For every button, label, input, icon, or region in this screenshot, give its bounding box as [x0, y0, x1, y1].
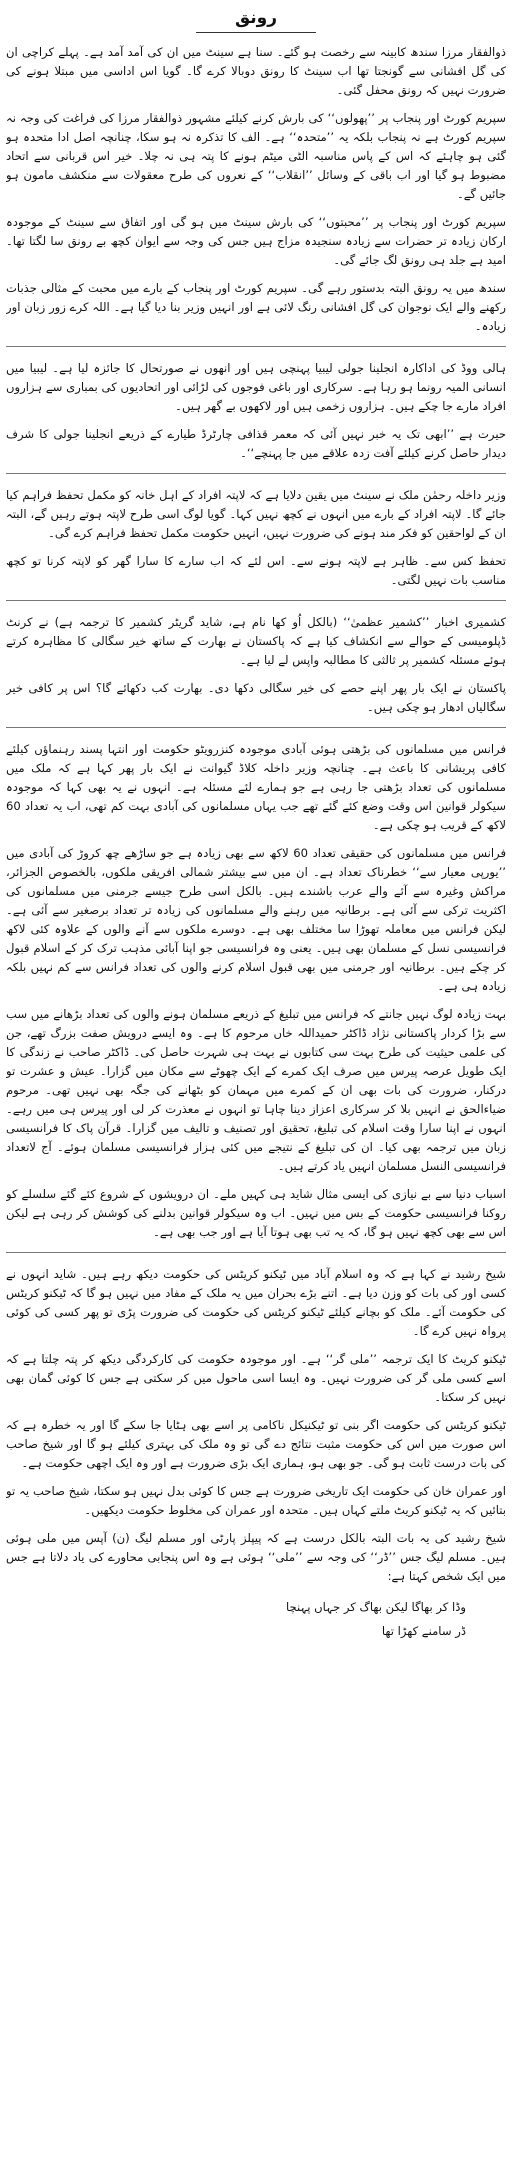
paragraph: کشمیری اخبار ’’کشمیر عظمیٰ‘‘ (بالکل اُو کھا نام ہے، شاید گریٹر کشمیر کا ترجمہ ہے) نے کرنٹ ڈپلومیسی کے حوالے سے انکشاف کیا ہے کہ پاکستان نے بھارت کے ساتھ خیر سگالی کا مظاہرہ کرتے ہوئے مسئلہ کشمیر پر ثالثی کا مطالبہ واپس لے لیا ہے۔ [6, 615, 506, 667]
paragraph: سندھ میں یہ رونق البتہ بدستور رہے گی۔ سپریم کورٹ اور پنجاب کے بارے میں محبت کے مثالی جذبات رکھنے والے ایک نوجوان کی گل افشانی رنگ لائی ہے اور انہیں وزیر بنا دیا گیا ہے۔ اللہ کرے زور زبان اور زیادہ۔ [6, 281, 506, 333]
paragraph: ہالی ووڈ کی اداکارہ انجلینا جولی لیبیا پہنچی ہیں اور انھوں نے صورتحال کا جائزہ لیا ہے۔ لیبیا میں انسانی المیہ رونما ہو رہا ہے۔ سرکاری اور باغی فوجوں کی لڑائی اور اتحادیوں کی بمباری سے ہزاروں افراد مارے جا چکے ہیں۔ ہزاروں زخمی ہیں اور لاکھوں بے گھر ہیں۔ [6, 361, 506, 413]
paragraph: تحفظ کس سے۔ ظاہر ہے لاپتہ ہونے سے۔ اس لئے کہ اب سارے کا سارا گھر کو لاپتہ کرنا تو کچھ مناسب بات نہیں لگتی۔ [6, 554, 506, 587]
title-underline [196, 32, 316, 33]
paragraph: بہت زیادہ لوگ نہیں جانتے کہ فرانس میں تبلیغ کے ذریعے مسلمان ہونے والوں کی تعداد بڑھانے میں سب سے بڑا کردار پاکستانی نژاد ڈاکٹر حمیداللہ خاں مرحوم کا ہے۔ وہ ایسے درویش صفت بزرگ تھے، جن کی علمی حیثیت کی طرح بہت سی کتابوں نے بہت ہی شہرت حاصل کی۔ ڈاکٹر صاحب نے زندگی کا ایک طویل عرصہ پیرس میں صرف ایک کمرے کے ایک چھوٹے سے مکان میں گزارا۔ عیش و عشرت تو درکنار، ضرورت کی بات بھی ان کے کمرے میں مہمان کو بٹھانے کی جگہ بھی نہیں تھی۔ مرحوم ضیاءالحق نے انہیں بلا کر سرکاری اعزاز دینا چاہا تو انہوں نے معذرت کر لی اور پیرس ہی میں رہے۔ انہوں نے اپنا سارا وقت اسلام کی تبلیغ، تحقیق اور تصنیف و تالیف میں گزارا۔ قرآن پاک کا فرانسیسی زبان میں ترجمہ بھی کیا۔ ان کی تبلیغ کے نتیجے میں کئی ہزار فرانسیسی مسلمان ہوئے۔ آج لاتعداد فرانسیسی النسل مسلمان انہیں یاد کرتے ہیں۔ [6, 1007, 506, 1173]
paragraph: اور عمران خان کی حکومت ایک تاریخی ضرورت ہے جس کا کوئی بدل نہیں ہو سکتا، شیخ صاحب یہ تو بتائیں کہ یہ ٹیکنو کریٹ ملتے کہاں ہیں۔ متحدہ اور عمران کی مخلوط حکومت دیکھیں۔ [6, 1484, 506, 1517]
section-divider [6, 600, 506, 601]
paragraph: ذوالفقار مرزا سندھ کابینہ سے رخصت ہو گئے۔ سنا ہے سینٹ میں ان کی آمد آمد ہے۔ پہلے کراچی ان کی گل افشانی سے گونجتا تھا اب سینٹ کا رونق دوبالا کرے گا۔ گویا اس اداسی میں مبتلا ہونے کی ضرورت نہیں کہ رونق محفل گئی۔ [6, 45, 506, 97]
paragraph: سپریم کورٹ اور پنجاب پر ’’پھولوں‘‘ کی بارش کرنے کیلئے مشہور ذوالفقار مرزا کی فراغت کی وجہ نہ سپریم کورٹ ہے نہ پنجاب بلکہ یہ ’’متحدہ‘‘ ہے۔ الف کا تذکرہ نہ ہو سکا، چنانچہ اصل ادا متحدہ ہو گئی ہو چاہئے کہ اس کے پاس مناسبہ الٹی میٹم ہونے کا پتہ ہی نہ چلا۔ خیر اس قربانی سے اتحاد مضبوط ہو گیا اور اب باقی کے وسائل ’’انقلاب‘‘ کے نعروں کی طرح معقولات سے منکشف مامون ہو جائیں گے۔ [6, 111, 506, 201]
section-angelina-jolie [6, 359, 506, 463]
section-divider [6, 473, 506, 474]
section-kashmir [6, 613, 506, 717]
section-sheikh-rasheed [6, 1265, 506, 1586]
paragraph: اسباب دنیا سے بے نیازی کی ایسی مثال شاید ہی کہیں ملے۔ ان درویشوں کے شروع کئے گئے سلسلے کو روکنا فرانسیسی حکومت کے بس میں نہیں۔ اب وہ سیکولر قوانین بدلنے کی کوشش کر رہی ہے لیکن اس سے بھی کچھ نہیں ہو گا، کہ یہ تب بھی ہوتا آیا ہے اور جب بھی ہے۔ [6, 1187, 506, 1239]
section-france-muslims [6, 740, 506, 1242]
page-title: رونق [234, 8, 278, 28]
paragraph: ٹیکنو کریٹ کا ایک ترجمہ ’’ملی گر‘‘ ہے۔ اور موجودہ حکومت کی کارکردگی دیکھ کر پتہ چلتا ہے کہ اسے کسی ملی گر کی ضرورت نہیں۔ وہ ایسا اسی ماحول میں کر سکتی ہے جس کا کوئی گمان بھی نہیں کر سکتا۔ [6, 1352, 506, 1404]
paragraph: فرانس میں مسلمانوں کی حقیقی تعداد 60 لاکھ سے بھی زیادہ ہے جو ساڑھے چھ کروڑ کی آبادی میں ’’یورپی معیار سے‘‘ خطرناک تعداد ہے۔ ان میں سے بیشتر شمالی افریقی ملکوں، بالخصوص الجزائر، مراکش وغیرہ سے آئے والے عرب باشندے ہیں۔ بالکل اسی طرح جیسے جرمنی میں مسلمانوں کی اکثریت ترکی سے آئی ہے۔ برطانیہ میں رہنے والے مسلمانوں کی زیادہ تر تعداد برصغیر سے آئی ہے۔ لیکن فرانس میں معاملہ تھوڑا سا مختلف بھی ہے۔ دوسرے ملکوں سے آنے والوں کے علاوہ کئی لاکھ فرانسیسی نسل کے مسلمان بھی ہیں۔ یعنی وہ فرانسیسی جو اپنا آبائی مذہب ترک کر کے اسلام قبول کر چکے ہیں۔ برطانیہ اور جرمنی میں بھی قبول اسلام کرنے والوں کی تعداد فرانس سے کم نہیں بلکہ زیادہ ہی ہے۔ [6, 846, 506, 993]
section-divider [6, 346, 506, 347]
paragraph: وزیر داخلہ رحمٰن ملک نے سینٹ میں یقین دلایا ہے کہ لاپتہ افراد کے اہل خانہ کو مکمل تحفظ فراہم کیا جائے گا۔ لاپتہ افراد کے بارے میں انہوں نے کچھ نہیں کہا۔ گویا لوگ اسی طرح لاپتہ ہوتے رہیں گے، البتہ ان کے لواحقین کو فکر مند ہونے کی ضرورت نہیں، انہیں حکومت مکمل تحفظ فراہم کرے گی۔ [6, 488, 506, 540]
section-zulfiqar-mirza [6, 43, 506, 336]
column-body [6, 43, 506, 1643]
verse-block [6, 1595, 506, 1643]
verse-line: وڈا کر بھاگا لیکن بھاگ کر جہاں پہنچا [285, 1600, 466, 1614]
paragraph: شیخ رشید کی یہ بات البتہ بالکل درست ہے کہ پیپلز پارٹی اور مسلم لیگ (ن) آپس میں ملی ہوئی ہیں۔ مسلم لیگ جس ’’ڈر‘‘ کی وجہ سے ’’ملی‘‘ ہوئی ہے وہ اس پنجابی محاورے کی یاد دلاتا ہے جس میں ایک شخص کہتا ہے: [6, 1531, 506, 1583]
paragraph: ٹیکنو کریٹس کی حکومت اگر بنی تو ٹیکنیکل ناکامی پر اسے بھی ہٹایا جا سکے گا اور یہ خطرہ ہے کہ اس صورت میں اس کی حکومت مثبت نتائج دے گی تو وہ ملک کی بہتری کیلئے ہو گا اور شیخ صاحب کی بات درست ثابت ہو گی۔ جو بھی ہو، ہماری ایک بڑی ضرورت ہے اور وہ ایک اچھی حکومت ہے۔ [6, 1418, 506, 1470]
section-divider [6, 727, 506, 728]
verse-line: ڈر سامنے کھڑا تھا [381, 1624, 466, 1638]
paragraph: شیخ رشید نے کہا ہے کہ وہ اسلام آباد میں ٹیکنو کریٹس کی حکومت دیکھ رہے ہیں۔ شاید انہوں نے کسی اور کی بات کو وزن دیا ہے۔ اتنے بڑے بحران میں یہ ملک کے مفاد میں نہیں ہو گا کہ ٹیکنو کریٹس کی حکومت آئے۔ ملک کو بچانے کیلئے ٹیکنو کریٹس کی حکومت کی ضرورت پڑی تو پھر کسی کی کوئی پرواہ نہیں کرے گا۔ [6, 1267, 506, 1338]
section-missing-persons [6, 486, 506, 590]
section-divider [6, 1252, 506, 1253]
paragraph: پاکستان نے ایک بار پھر اپنے حصے کی خیر سگالی دکھا دی۔ بھارت کب دکھائے گا؟ اس پر کافی خیر سگالیاں ادھار ہو چکی ہیں۔ [6, 681, 506, 714]
paragraph: حیرت ہے ’’ابھی تک یہ خبر نہیں آئی کہ معمر قذافی چارٹرڈ طیارے کے ذریعے انجلینا جولی کا شرف دیدار حاصل کرنے کیلئے آفت زدہ علاقے میں جا پہنچے‘‘۔ [6, 427, 506, 460]
paragraph: فرانس میں مسلمانوں کی بڑھتی ہوئی آبادی موجودہ کنزرویٹو حکومت اور انتہا پسند رہنماؤں کیلئے کافی پریشانی کا باعث ہے۔ چنانچہ وزیر داخلہ کلاڈ گیوانت نے ایک بار پھر کہا ہے کہ ملک میں مسلمانوں کی تعداد بڑھتی جا رہی ہے جو ہمارے لئے مسئلہ ہے۔ انہوں نے یہ بھی کہا کہ موجودہ سیکولر قوانین اس وقت وضع کئے گئے تھے جب یہاں مسلمانوں کی آبادی بہت کم تھی، اب یہ تعداد 60 لاکھ کے قریب ہو چکی ہے۔ [6, 742, 506, 832]
paragraph: سپریم کورٹ اور پنجاب پر ’’محبتوں‘‘ کی بارش سینٹ میں ہو گی اور اتفاق سے سینٹ کے موجودہ ارکان زیادہ تر حضرات سے زیادہ سنجیدہ مزاج ہیں جس کی وجہ سے ایوان کچھ بے رونق سا لگتا تھا۔ امید ہے جلد ہی رونق لگ جائے گی۔ [6, 215, 506, 267]
